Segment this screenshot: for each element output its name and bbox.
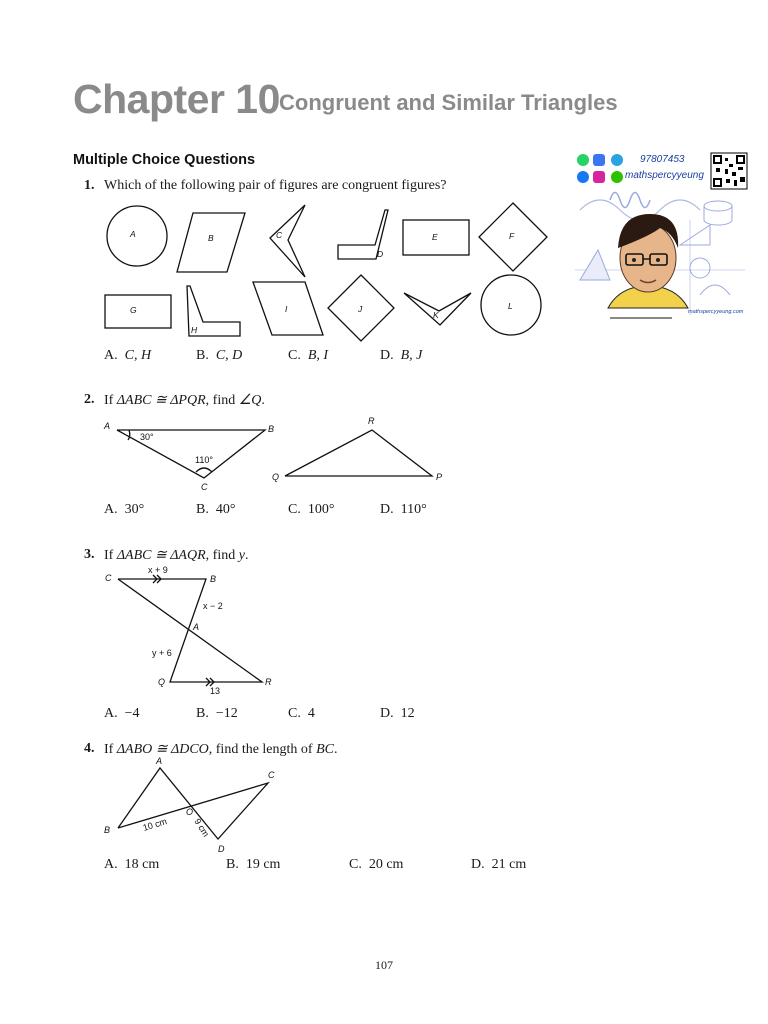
question-1-figures xyxy=(95,195,555,345)
figure-label: D xyxy=(377,249,384,259)
crossing-triangles xyxy=(118,768,268,839)
instagram-icon[interactable] xyxy=(593,171,605,183)
question-2-text: If ΔABC ≅ ΔPQR, find ∠Q. xyxy=(104,393,265,408)
figure-label: H xyxy=(191,325,198,335)
vertex-b-label: B xyxy=(268,424,275,434)
angle-c-arc xyxy=(196,468,212,472)
triangle-pqr xyxy=(285,430,432,476)
figure-i-parallelogram xyxy=(253,282,323,335)
option-d[interactable]: D. B, J xyxy=(380,348,423,363)
figure-k-arrowhead xyxy=(404,293,471,325)
wechat-icon[interactable] xyxy=(611,171,623,183)
question-1-number: 1. xyxy=(84,178,95,193)
option-b[interactable]: B. C, D xyxy=(196,348,243,363)
question-3-figure xyxy=(100,562,300,698)
figure-label: G xyxy=(130,305,137,315)
option-c[interactable]: C. 20 cm xyxy=(349,857,404,872)
chapter-number: Chapter 10 xyxy=(73,76,280,122)
figure-c-arrowhead xyxy=(270,205,305,277)
figure-label: F xyxy=(509,231,515,241)
option-b[interactable]: B. −12 xyxy=(196,706,238,721)
vertex-o-label: O xyxy=(186,807,194,817)
signal-icon[interactable] xyxy=(593,154,605,166)
vertex-a-label: A xyxy=(156,756,163,766)
figure-label: K xyxy=(433,310,439,320)
figure-label: J xyxy=(358,304,363,314)
side-bo-label: 10 cm xyxy=(141,816,169,833)
question-2-figure xyxy=(100,412,460,494)
option-c[interactable]: C. 4 xyxy=(288,706,315,721)
bowtie-triangles xyxy=(118,579,262,682)
qr-code-icon[interactable] xyxy=(711,153,747,189)
social-handle: mathspercyyeung xyxy=(625,170,704,181)
option-c[interactable]: C. B, I xyxy=(288,348,329,363)
vertex-c-label: C xyxy=(201,482,208,492)
figure-label: L xyxy=(508,301,513,311)
vertex-q-label: Q xyxy=(158,677,166,687)
option-d[interactable]: D. 12 xyxy=(380,706,415,721)
vertex-q-label: Q xyxy=(272,472,280,482)
option-a[interactable]: A. C, H xyxy=(104,348,152,363)
side-ba-label: x − 2 xyxy=(203,601,223,611)
option-c[interactable]: C. 100° xyxy=(288,502,335,517)
question-3-text: If ΔABC ≅ ΔAQR, find y. xyxy=(104,548,249,563)
whatsapp-icon[interactable] xyxy=(577,154,589,166)
question-4-text: If ΔABO ≅ ΔDCO, find the length of BC. xyxy=(104,742,338,757)
side-od-label: 9 cm xyxy=(192,816,212,839)
facebook-icon[interactable] xyxy=(577,171,589,183)
figure-label: B xyxy=(208,233,214,243)
side-aq-label: y + 6 xyxy=(152,648,172,658)
figure-label: I xyxy=(285,304,288,314)
question-1-text: Which of the following pair of figures are congruent figures? xyxy=(104,178,447,193)
angle-a-arc xyxy=(128,430,130,440)
vertex-d-label: D xyxy=(218,844,225,854)
vertex-r-label: R xyxy=(368,416,375,426)
angle-c-value: 110° xyxy=(195,455,213,465)
vertex-p-label: P xyxy=(436,472,443,482)
option-d[interactable]: D. 110° xyxy=(380,502,427,517)
section-title: Multiple Choice Questions xyxy=(73,152,256,168)
figure-g-rectangle xyxy=(105,295,171,328)
side-cb-label: x + 9 xyxy=(148,565,168,575)
chapter-title: Congruent and Similar Triangles xyxy=(279,90,618,115)
vertex-b-label: B xyxy=(104,825,111,835)
vertex-r-label: R xyxy=(265,677,272,687)
side-qr-label: 13 xyxy=(210,686,221,696)
option-d[interactable]: D. 21 cm xyxy=(471,857,527,872)
question-4-number: 4. xyxy=(84,741,95,756)
angle-a-value: 30° xyxy=(140,432,154,442)
branding-block xyxy=(570,150,750,322)
option-a[interactable]: A. −4 xyxy=(104,706,140,721)
figure-a-circle xyxy=(107,206,167,266)
question-4-figure xyxy=(100,755,300,855)
vertex-c-label: C xyxy=(268,770,275,780)
figure-label: C xyxy=(276,230,283,240)
page-number: 107 xyxy=(375,958,393,972)
website-text: mathspercyyeung.com xyxy=(688,309,744,315)
telegram-icon[interactable] xyxy=(611,154,623,166)
option-b[interactable]: B. 40° xyxy=(196,502,236,517)
question-3-number: 3. xyxy=(84,547,95,562)
option-a[interactable]: A. 30° xyxy=(104,502,145,517)
option-a[interactable]: A. 18 cm xyxy=(104,857,160,872)
vertex-c-label: C xyxy=(105,573,112,583)
vertex-a-label: A xyxy=(193,622,200,632)
vertex-a-label: A xyxy=(104,421,111,431)
figure-label: A xyxy=(130,229,136,239)
option-b[interactable]: B. 19 cm xyxy=(226,857,281,872)
question-2-number: 2. xyxy=(84,392,95,407)
vertex-b-label: B xyxy=(210,574,217,584)
phone-number: 97807453 xyxy=(640,154,685,165)
figure-label: E xyxy=(432,232,438,242)
